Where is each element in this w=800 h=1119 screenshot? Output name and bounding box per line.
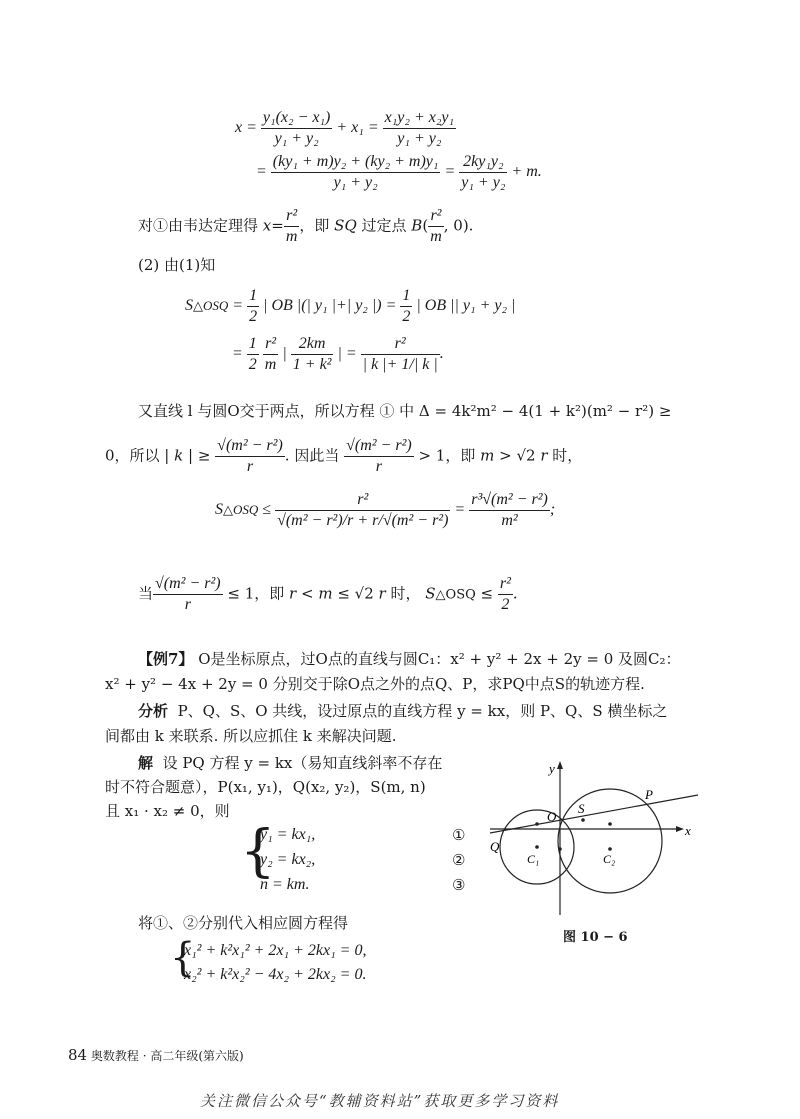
system1-brace: {	[240, 819, 276, 884]
formula-area-line1: S△OSQ = $\frac{1}{2}$ | OB |(| y₁ |+| y₂ |) = $\frac{1}{2}$ | OB || y₁ + y₂ |	[185, 287, 516, 325]
analysis-line2: 间都由 k 来联系. 所以应抓住 k 来解决问题.	[105, 727, 397, 745]
label-x: x	[685, 823, 691, 838]
mark-2: ②	[452, 851, 466, 869]
solution-line1: 解 设 PQ 方程 y = kx（易知直线斜率不存在	[138, 754, 443, 772]
system1-eq3: n = km.	[260, 876, 310, 893]
figure-caption: 图 10 − 6	[563, 930, 628, 945]
part2-heading: (2) 由(1)知	[138, 256, 216, 274]
delta-line1: 又直线 l 与圆O交于两点，所以方程 ① 中 Δ = 4k²m² − 4(1 + k²)(m² − r²) ≥	[138, 402, 672, 420]
system2-eq1: x₁² + k²x₁² + 2x₁ + 2kx₁ = 0,	[184, 942, 367, 959]
mark-3: ③	[452, 876, 466, 894]
point-on-y	[558, 847, 562, 851]
label-p: P	[645, 787, 653, 802]
y-axis-arrow-icon	[557, 761, 563, 769]
point-s	[581, 818, 585, 822]
book-title: 奥数教程 · 高二年级(第六版)	[90, 1049, 244, 1063]
label-o: O	[547, 809, 557, 824]
system1-eq2: y₂ = kx₂,	[260, 851, 316, 868]
formula-inequality: S△OSQ ≤ $\frac{\text{r²}}{\text{√(m² − r²)/r + r/√(m² − r²)}}$ = $\frac{\text{r³√(m² − r²)}}{\text{m²}}$ ;	[215, 491, 556, 529]
point-on-x-left	[535, 822, 539, 826]
substitute-line: 将①、②分别代入相应圆方程得	[138, 914, 349, 932]
analysis-label: 分析	[138, 702, 169, 720]
page-number: 84	[68, 1046, 88, 1064]
label-s: S	[578, 801, 585, 816]
formula-x-line1: x = $\frac{\text{y₁(x₂ − x₁)}}{\text{y₁ + y₂}}$ + x₁ = $\frac{\text{x₁y₂ + x₂y₁}}{\text{y₁ + y₂}}$	[235, 109, 455, 147]
system2-brace: {	[170, 935, 196, 981]
when-line: 当 $\frac{\text{√(m² − r²)}}{r}$ ≤ 1，即 r < m ≤ √2 r 时， S△OSQ ≤ $\frac{\text{r²}}{2}$ .	[138, 575, 518, 613]
formula-x-line2: = $\frac{\text{(ky₁ + m)y₂ + (ky₂ + m)y₁}}{\text{y₁ + y₂}}$ = $\frac{\text{2ky₁y₂}}{\text{y₁ + y₂}}$ + m.	[256, 153, 542, 191]
vieta-line: 对①由韦达定理得 x= $\frac{\text{r²}}{m}$ ，即 SQ 过定点 B( $\frac{\text{r²}}{m}$ , 0).	[138, 207, 474, 245]
mark-1: ①	[452, 826, 466, 844]
analysis-line1: 分析 P、Q、S、O 共线，设过原点的直线方程 y = kx，则 P、Q、S 横坐标之	[138, 702, 668, 720]
center-c1	[535, 845, 539, 849]
page-footer	[68, 1046, 244, 1064]
example-label: 【例7】	[138, 650, 194, 668]
label-q: Q	[490, 839, 500, 854]
solution-line3: 且 x₁ · x₂ ≠ 0，则	[105, 802, 230, 820]
solution-line2: 时不符合题意），P(x₁, y₁)，Q(x₂, y₂)，S(m, n)	[105, 778, 426, 796]
center-c2	[608, 847, 612, 851]
solution-label: 解	[138, 754, 154, 772]
point-on-x-right	[608, 822, 612, 826]
watermark-text: 关注微信公众号“教辅资料站”获取更多学习资料	[200, 1092, 560, 1110]
label-c1: C₁	[527, 852, 540, 866]
example7-line2: x² + y² − 4x + 2y = 0 分别交于除O点之外的点Q、P，求PQ中点S的轨迹方程.	[105, 675, 645, 693]
label-y: y	[549, 761, 555, 776]
x-axis-arrow-icon	[676, 826, 684, 832]
formula-area-line2: = $\frac{1}{2}$ $\frac{\text{r²}}{m}$ | $\frac{2km}{\text{1 + k²}}$ | = $\frac{\text{r²}}{| k |+ 1/| k |}$ .	[232, 335, 444, 373]
example7-line1: 【例7】 O是坐标原点，过O点的直线与圆C₁：x² + y² + 2x + 2y = 0 及圆C₂：	[138, 650, 681, 668]
system1-eq1: y₁ = kx₁,	[260, 826, 316, 843]
delta-line2: 0，所以 | k | ≥ $\frac{\text{√(m² − r²)}}{r}$ . 因此当 $\frac{\text{√(m² − r²)}}{r}$ > 1，即 m > √2 r 时，	[105, 437, 583, 475]
figure-10-6	[485, 755, 710, 925]
system2-eq2: x₂² + k²x₂² − 4x₂ + 2kx₂ = 0.	[184, 966, 367, 983]
label-c2: C₂	[603, 852, 616, 866]
